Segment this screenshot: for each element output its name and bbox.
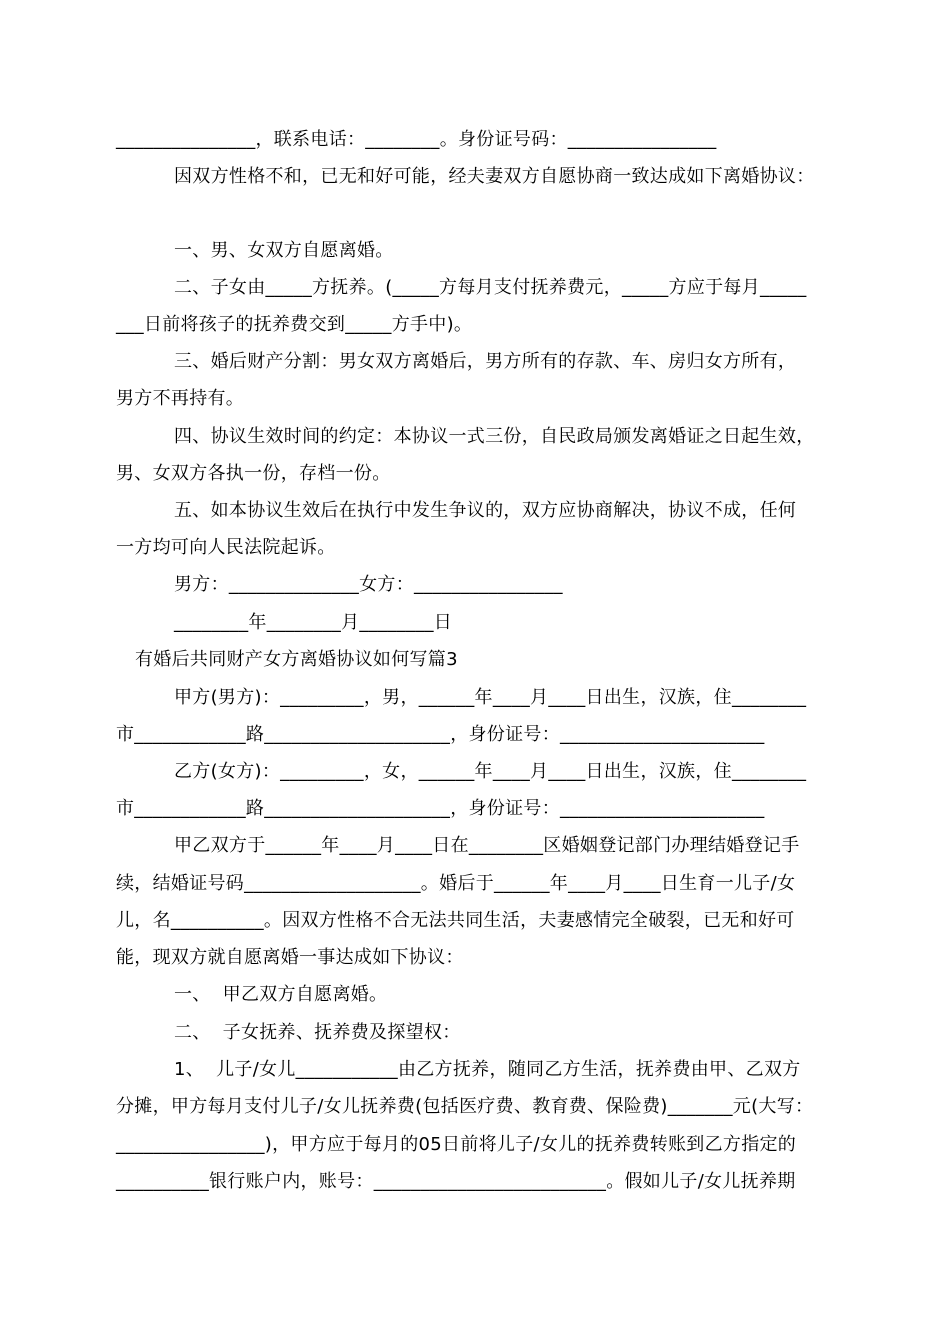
text-line: 一、男、女双方自愿离婚。: [174, 240, 394, 261]
text-line: 二、子女由_____方抚养。(_____方每月支付抚养费元，_____方应于每月_____: [174, 277, 807, 298]
text-line: 甲乙双方于______年____月____日在________区婚姻登记部门办理结婚登记手: [174, 835, 800, 856]
text-line: ___日前将孩子的抚养费交到_____方手中)。: [116, 314, 473, 335]
text-line: 三、婚后财产分割：男女双方离婚后，男方所有的存款、车、房归女方所有，: [174, 351, 797, 372]
text-line: __________银行账户内，账号：_________________________。假如儿子/女儿抚养期: [116, 1171, 796, 1192]
section-heading: 有婚后共同财产女方离婚协议如何写篇3: [135, 649, 458, 670]
text-line: 能，现双方就自愿离婚一事达成如下协议：: [116, 947, 464, 968]
text-line: 儿，名__________。因双方性格不合无法共同生活，夫妻感情完全破裂，已无和好可: [116, 910, 795, 931]
text-line: _______________，联系电话：________。身份证号码：________________: [116, 129, 717, 150]
text-line: 1、 儿子/女儿___________由乙方抚养，随同乙方生活，抚养费由甲、乙双方: [174, 1059, 801, 1080]
text-line: 乙方(女方)：_________，女，______年____月____日出生，汉族，住________: [174, 761, 807, 782]
text-line: 五、如本协议生效后在执行中发生争议的，双方应协商解决，协议不成，任何: [174, 500, 797, 521]
text-line: ________________)，甲方应于每月的05日前将儿子/女儿的抚养费转账到乙方指定的: [116, 1134, 797, 1155]
text-line: 续，结婚证号码___________________。婚后于______年____月____日生育一儿子/女: [116, 873, 796, 894]
text-line: 市____________路____________________，身份证号：______________________: [116, 724, 765, 745]
signature-line: 男方：______________女方：________________: [174, 574, 563, 595]
text-line: 一、 甲乙双方自愿离婚。: [174, 984, 388, 1005]
text-line: 二、 子女抚养、抚养费及探望权：: [174, 1022, 461, 1043]
text-line: 四、协议生效时间的约定：本协议一式三份，自民政局颁发离婚证之日起生效，: [174, 426, 815, 447]
text-line: 男方不再持有。: [116, 388, 245, 409]
text-line: 男、女双方各执一份，存档一份。: [116, 463, 391, 484]
date-line: ________年________月________日: [174, 612, 453, 633]
text-line: 分摊，甲方每月支付儿子/女儿抚养费(包括医疗费、教育费、保险费)_______元(大写：: [116, 1096, 814, 1117]
text-line: 因双方性格不和，已无和好可能，经夫妻双方自愿协商一致达成如下离婚协议：: [174, 166, 815, 187]
text-line: 市____________路____________________，身份证号：______________________: [116, 798, 765, 819]
text-line: 甲方(男方)：_________，男，______年____月____日出生，汉族，住________: [174, 687, 807, 708]
text-line: 一方均可向人民法院起诉。: [116, 537, 336, 558]
